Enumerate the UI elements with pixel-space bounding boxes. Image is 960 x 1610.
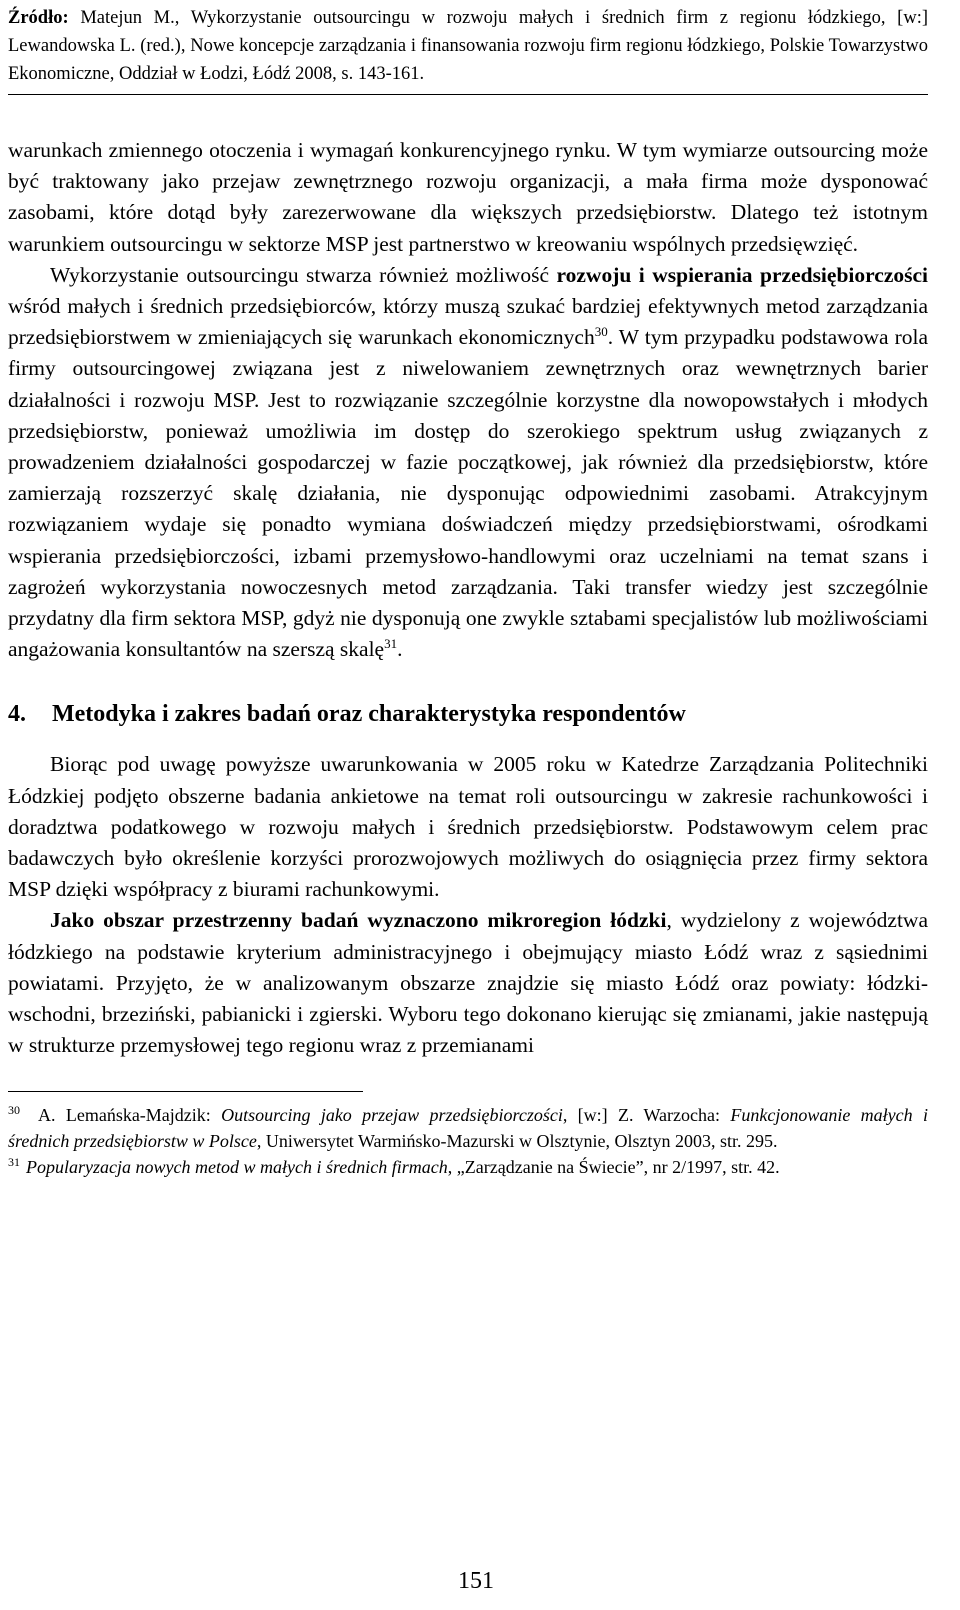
paragraph-2: [8, 260, 928, 666]
footnote-text: , Uniwersytet Warmińsko-Mazurski w Olsztynie, Olsztyn 2003, str. 295.: [256, 1131, 778, 1152]
footnote-title: Popularyzacja nowych metod w małych i średnich firmach: [26, 1157, 448, 1178]
paragraph-2-middle: wśród małych i średnich przedsiębiorców, którzy muszą szukać bardziej efektywnych metod zarządzania przedsiębiorstwem w zmieniających się warunkach ekonomicznych: [8, 294, 928, 350]
section-number: 4.: [8, 701, 26, 728]
paragraph-3: Biorąc pod uwagę powyższe uwarunkowania w 2005 roku w Katedrze Zarządzania Politechniki Łódzkiej podjęto obszerne badania ankietowe na temat roli outsourcingu w zakresie rachunkowości i doradztwa podatkowego w rozwoju małych i średnich przedsiębiorstw. Podstawowym celem prac badawczych było określenie korzyści prorozwojowych możliwych do osiągnięcia przez firmy sektora MSP dzięki współpracy z biurami rachunkowymi.: [8, 752, 928, 902]
section-heading: [8, 697, 928, 731]
paragraph-2-rest: . W tym przypadku podstawowa rola firmy outsourcingowej związana jest z niwelowaniem zewnętrznych oraz wewnętrznych barier działalności i rozwoju MSP. Jest to rozwiązanie szczególnie korzystne dla nowopowstałych i młodych przedsiębiorstw, ponieważ umożliwia im dostęp do szerokiego spektrum usług związanych z prowadzeniem działalności gospodarczej w fazie początkowej, jak również dla przedsiębiorstw, które zamierzają rozszerzyć skalę działania, nie dysponując odpowiednimi zasobami. Atrakcyjnym rozwiązaniem wydaje się ponadto wymiana doświadczeń między przedsiębiorstwami, ośrodkami wspierania przedsiębiorczości, izbami przemysłowo-handlowymi oraz uczelniami na temat szans i zagrożeń wykorzystania nowoczesnych metod zarządzania. Taki transfer wiedzy jest szczególnie przydatny dla firm sektora MSP, gdyż nie dysponują one zwykle sztabami specjalistów lub możliwościami angażowania konsultantów na szerszą skalę: [8, 325, 928, 662]
page-number: 151: [458, 1568, 494, 1594]
source-citation: [8, 0, 928, 95]
section-title: Metodyka i zakres badań oraz charakterystyka respondentów: [52, 701, 686, 728]
footnote-31: [8, 1154, 928, 1180]
footnote-title: Outsourcing jako przejaw przedsiębiorczości: [221, 1105, 563, 1126]
paragraph-1: warunkach zmiennego otoczenia i wymagań konkurencyjnego rynku. W tym wymiarze outsourcing może być traktowany jako przejaw zewnętrznego rozwoju organizacji, a mała firma może dysponować zasobami, które dotąd były zarezerwowane dla większych przedsiębiorstw. Dlatego też istotnym warunkiem outsourcingu w sektorze MSP jest partnerstwo w kreowaniu wspólnych przedsięwzięć.: [8, 138, 928, 256]
footnotes: [8, 1102, 928, 1180]
footnote-ref-31[interactable]: 31: [384, 636, 398, 652]
paragraph-4-bold: Jako obszar przestrzenny badań wyznaczono mikroregion łódzki: [50, 908, 667, 933]
paragraph-4: [8, 905, 928, 1061]
source-text: Matejun M., Wykorzystanie outsourcingu w rozwoju małych i średnich firm z regionu łódzkiego, [w:] Lewandowska L. (red.), Nowe koncepcje zarządzania i finansowania rozwoju firm regionu łódzkiego, Polskie Towarzystwo Ekonomiczne, Oddział w Łodzi, Łódź 2008, s. 143-161.: [8, 8, 928, 84]
footnote-text: , „Zarządzanie na Świecie”, nr 2/1997, str. 42.: [447, 1157, 780, 1178]
paragraph-2-lead: Wykorzystanie outsourcingu stwarza również możliwość: [50, 262, 557, 287]
footnote-divider: [8, 1091, 363, 1092]
footnote-ref-30[interactable]: 30: [594, 324, 608, 340]
footnote-title: Funkcjonowanie małych i średnich przedsiębiorstw w Polsce: [8, 1105, 928, 1152]
paragraph-2-end: .: [397, 637, 403, 662]
paragraph-4-rest: , wydzielony z województwa łódzkiego na podstawie kryterium administracyjnego i obejmujący miasto Łódź wraz z sąsiednimi powiatami. Przyjęto, że w analizowanym obszarze znajdzie się miasto Łódź oraz powiaty: łódzki-wschodni, brzeziński, pabianicki i zgierski. Wyboru tego dokonano kierując się zmianami, jakie następują w strukturze przemysłowej tego regionu wraz z przemianami: [8, 908, 928, 1058]
footnote-text: , [w:] Z. Warzocha:: [562, 1105, 731, 1126]
source-label: Źródło:: [8, 8, 69, 28]
document-page: [8, 0, 928, 1180]
footnote-number: 31: [8, 1155, 20, 1170]
paragraph-2-bold: rozwoju i wspierania przedsiębiorczości: [556, 262, 929, 287]
footnote-30: [8, 1102, 928, 1154]
footnote-number: 30: [8, 1103, 20, 1118]
footnote-text: A. Lemańska-Majdzik:: [38, 1105, 222, 1126]
